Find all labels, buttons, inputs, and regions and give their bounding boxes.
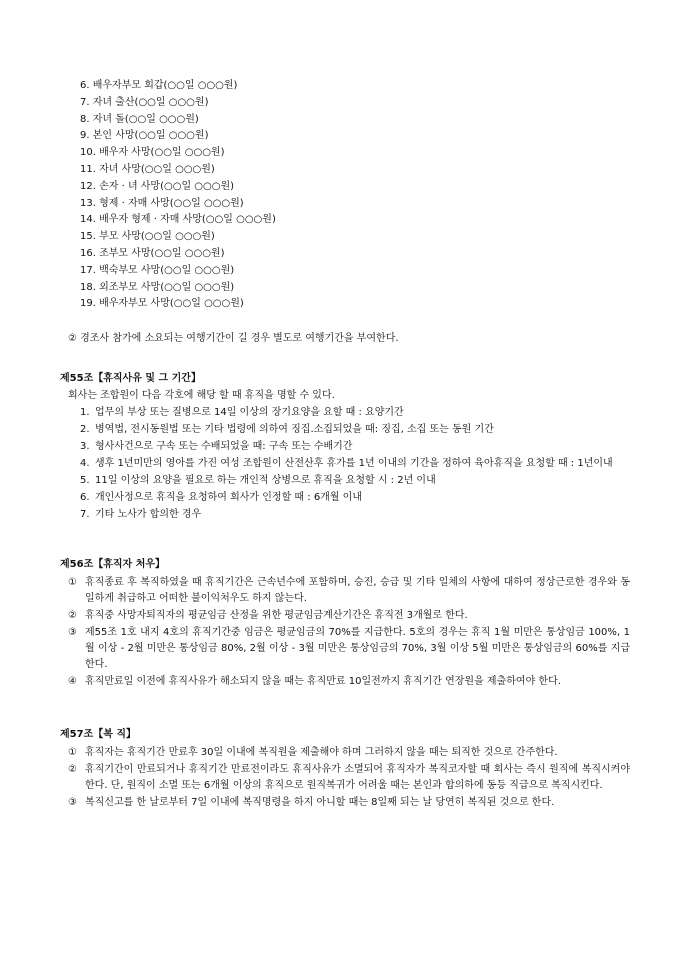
list-item: 18. 외조부모 사망(○○일 ○○○원) — [80, 281, 235, 293]
item-text: 휴직종료 후 복직하였을 때 휴직기간은 근속년수에 포함하며, 승진, 승급 및 기타 일체의 사항에 대하여 정상근로한 경우와 동일하게 취급하고 어떠한 불이익처우도 하지 않는다. — [85, 577, 630, 604]
item-text: 기타 노사가 합의한 경우 — [95, 509, 202, 520]
list-item: 6. 배우자부모 회갑(○○일 ○○○원) — [80, 80, 238, 91]
item-number: 7. — [80, 509, 90, 520]
item-text: 11일 이상의 요양을 필요로 하는 개인적 상병으로 휴직을 요청할 시 : 2년 이내 — [95, 475, 436, 486]
item-number: 3. — [80, 441, 90, 452]
item-text: 휴직만료일 이전에 휴직사유가 해소되지 않을 때는 휴직만료 10일전까지 휴직기간 연장원을 제출하여야 한다. — [85, 676, 561, 687]
list-item: 16. 조부모 사망(○○일 ○○○원) — [80, 247, 225, 259]
list-item — [60, 575, 630, 607]
item-number: 1. — [80, 407, 90, 418]
item-number: ③ — [68, 627, 77, 638]
travel-period-note: ② 경조사 참가에 소요되는 여행기간이 길 경우 별도로 여행기간을 부여한다. — [68, 333, 399, 344]
list-item: 19. 배우자부모 사망(○○일 ○○○원) — [80, 298, 244, 310]
list-item: 13. 형제 · 자매 사망(○○일 ○○○원) — [80, 197, 244, 209]
event-allowance-list — [80, 78, 640, 313]
item-text: 휴직중 사망자퇴직자의 평균임금 산정을 위한 평균임금계산기간은 휴직전 3개월로 한다. — [85, 610, 468, 621]
list-item — [60, 674, 630, 690]
item-number: ② — [68, 764, 77, 775]
item-text: 병역법, 전시동원법 또는 기타 법령에 의하여 징집.소집되었을 때: 징집, 소집 또는 동원 기간 — [95, 424, 494, 435]
item-number: ③ — [68, 797, 77, 808]
item-text: 생후 1년미만의 영아를 가진 여성 조합원이 산전산후 휴가를 1년 이내의 기간을 정하여 육아휴직을 요청할 때 : 1년이내 — [95, 458, 613, 469]
item-text: 업무의 부상 또는 질병으로 14일 이상의 장기요양을 요할 때 : 요양기간 — [95, 407, 404, 418]
item-text: 제55조 1호 내지 4호의 휴직기간중 임금은 평균임금의 70%를 지급한다. 5호의 경우는 휴직 1월 미만은 통상임금 100%, 1월 이상 - 2월 미만은 통상임금 80%, 2월 이상 - 3월 미만은 통상임금의 70%, 3월 이상 5월 미만은 통상임금의 60%를 지급한다. — [85, 627, 630, 670]
list-item — [60, 439, 630, 455]
list-item — [60, 625, 630, 673]
article-57 — [60, 727, 630, 811]
article-title: 제57조【복 직】 — [60, 729, 137, 740]
article-title: 제55조【휴직사유 및 그 기간】 — [60, 373, 201, 384]
item-text: 형사사건으로 구속 또는 수배되었을 때: 구속 또는 수배기간 — [95, 441, 353, 452]
item-text: 휴직기간이 만료되거나 휴직기간 만료전이라도 휴직사유가 소멸되어 휴직자가 복직코자할 때 회사는 즉시 원직에 복직시켜야 한다. 단, 원직이 소멸 또는 6개월 이상의 휴직으로 원직복귀가 어려울 때는 본인과 합의하에 동등 직급으로 복직시킨다. — [85, 764, 630, 791]
item-number: 4. — [80, 458, 90, 469]
list-item: 15. 부모 사망(○○일 ○○○원) — [80, 231, 215, 243]
list-item: 7. 자녀 출산(○○일 ○○○원) — [80, 96, 209, 108]
article-title: 제56조【휴직자 처우】 — [60, 559, 166, 570]
article-56 — [60, 557, 630, 690]
item-number: 6. — [80, 492, 90, 503]
list-item: 11. 자녀 사망(○○일 ○○○원) — [80, 163, 215, 175]
item-number: ④ — [68, 676, 77, 687]
list-item — [60, 405, 630, 421]
item-number: ② — [68, 610, 77, 621]
list-item: 9. 본인 사망(○○일 ○○○원) — [80, 130, 209, 142]
list-item — [60, 507, 630, 523]
article-intro: 회사는 조합원이 다음 각호에 해당 할 때 휴직을 명할 수 있다. — [68, 390, 335, 401]
list-item — [60, 762, 630, 794]
item-number: 2. — [80, 424, 90, 435]
item-text: 복직신고를 한 날로부터 7일 이내에 복직명령을 하지 아니할 때는 8일째 되는 날 당연히 복직된 것으로 한다. — [85, 797, 555, 808]
list-item — [60, 795, 630, 811]
list-item — [60, 608, 630, 624]
item-text: 개인사정으로 휴직을 요청하여 회사가 인정할 때 : 6개월 이내 — [95, 492, 363, 503]
list-item — [60, 422, 630, 438]
list-item: 8. 자녀 돌(○○일 ○○○원) — [80, 113, 199, 125]
list-item: 17. 백숙부모 사망(○○일 ○○○원) — [80, 264, 235, 276]
list-item — [60, 745, 630, 761]
list-item — [60, 473, 630, 489]
list-item: 14. 배우자 형제 · 자매 사망(○○일 ○○○원) — [80, 214, 276, 226]
item-number: ① — [68, 577, 77, 588]
list-item — [60, 490, 630, 506]
item-number: 5. — [80, 475, 90, 486]
list-item: 10. 배우자 사망(○○일 ○○○원) — [80, 147, 225, 159]
list-item: 12. 손자 · 녀 사망(○○일 ○○○원) — [80, 180, 235, 192]
item-number: ① — [68, 747, 77, 758]
article-55 — [60, 371, 630, 523]
item-text: 휴직자는 휴직기간 만료후 30일 이내에 복직원을 제출해야 하며 그러하지 않을 때는 퇴직한 것으로 간주한다. — [85, 747, 558, 758]
list-item — [60, 456, 630, 472]
